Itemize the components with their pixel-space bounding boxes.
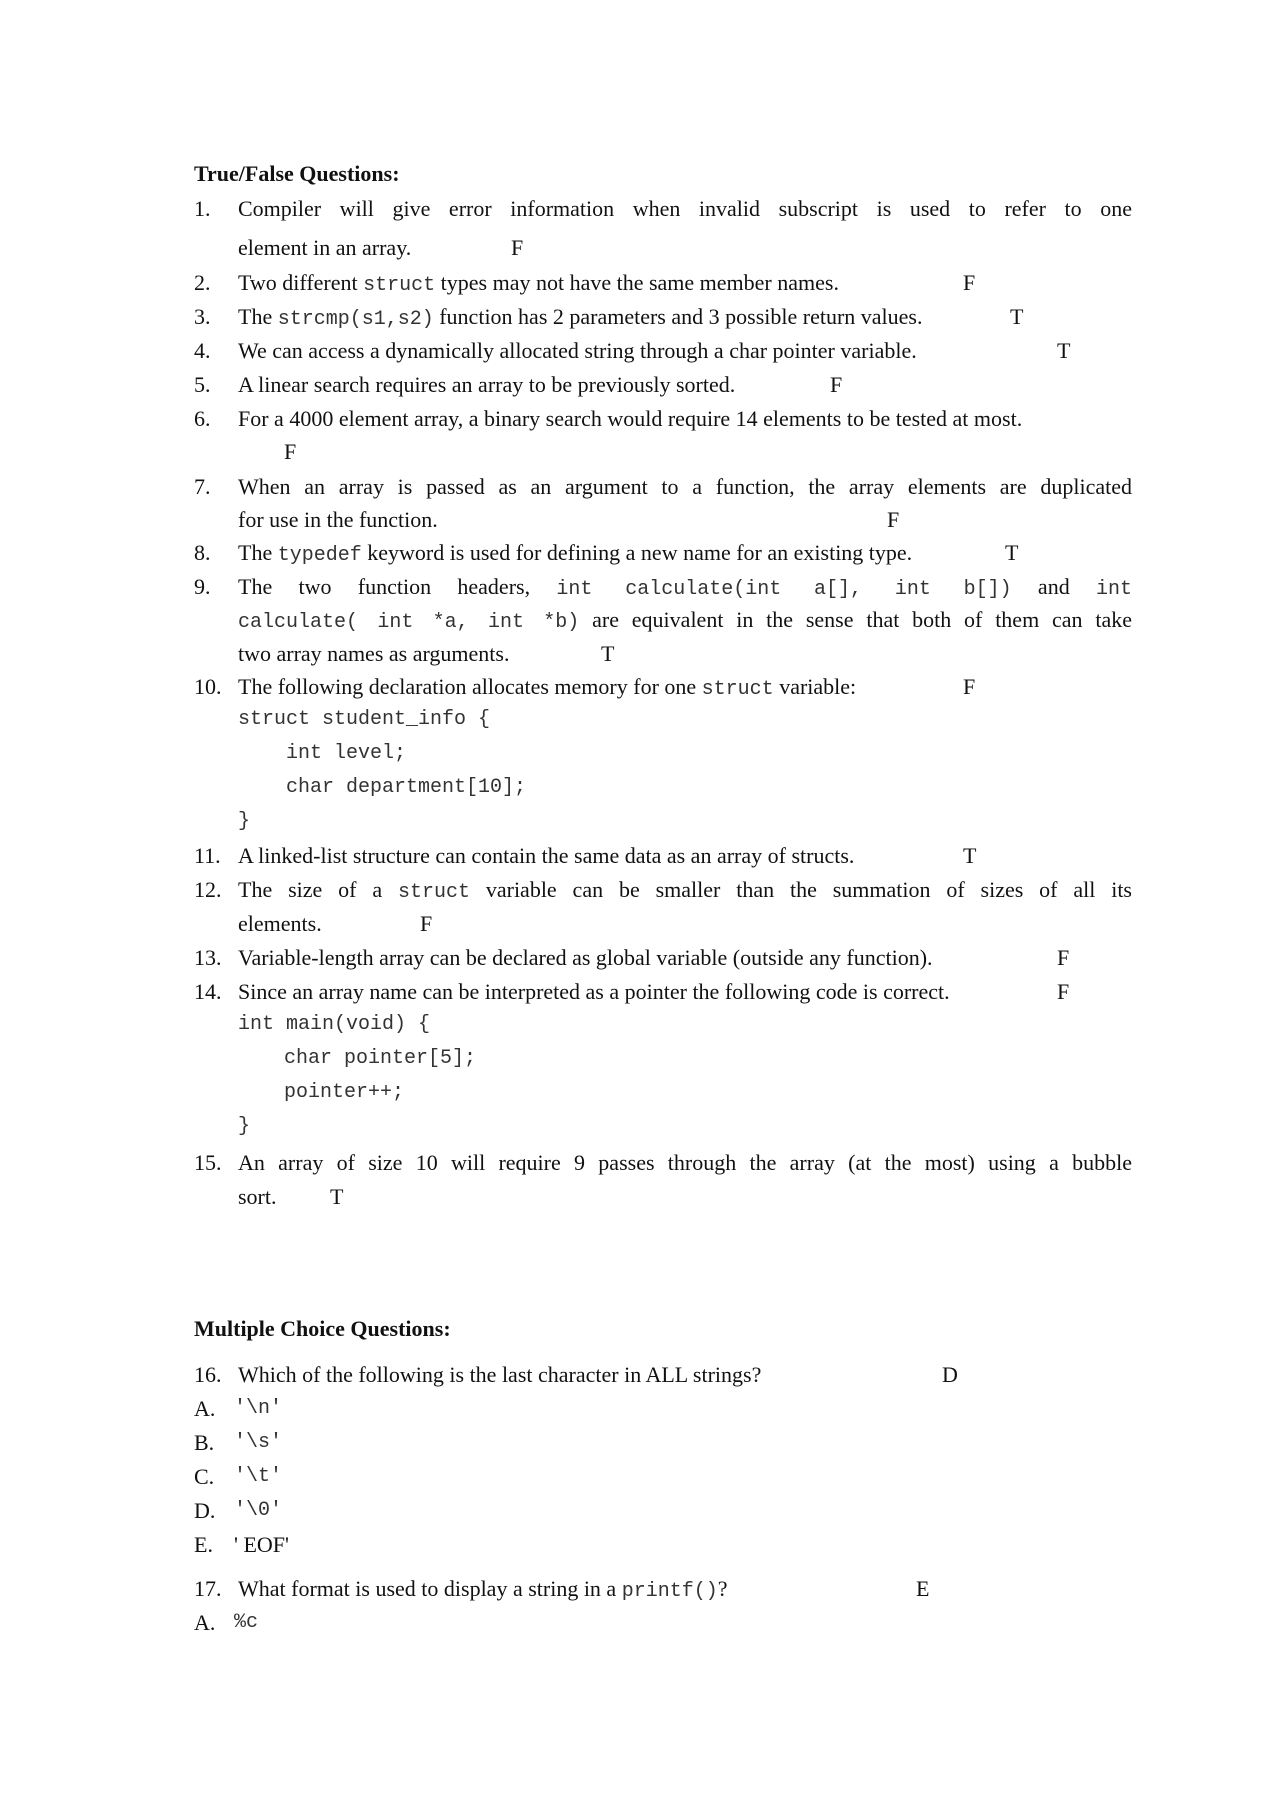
answer: F (1057, 979, 1070, 1004)
inline-code: int (1096, 578, 1133, 601)
answer: T (1010, 304, 1024, 329)
code-line: int main(void) { (238, 1013, 431, 1036)
question-number: 4. (194, 338, 211, 363)
question-text-continued: sort. (238, 1184, 277, 1209)
question-text: For a 4000 element array, a binary search would require 14 elements to be tested at most. (238, 406, 1023, 431)
answer: F (887, 507, 900, 532)
answer: F (830, 372, 843, 397)
question-text-continued: two array names as arguments. (238, 641, 510, 666)
answer: F (963, 674, 976, 699)
question-number: 10. (194, 674, 222, 699)
multiple-choice-heading: Multiple Choice Questions: (194, 1316, 451, 1341)
question-number: 1. (194, 196, 211, 221)
option-value: '\n' (234, 1397, 283, 1420)
question-number: 6. (194, 406, 211, 431)
question-text: We can access a dynamically allocated string through a char pointer variable. (238, 338, 917, 363)
question-text: The size of a struct variable can be smaller than the summation of sizes of all its (238, 877, 1132, 904)
question-text: Which of the following is the last character in ALL strings? (238, 1362, 762, 1387)
option-letter: C. (194, 1464, 215, 1489)
answer: F (420, 911, 433, 936)
question-number: 9. (194, 574, 211, 599)
question-text: An array of size 10 will require 9 passes through the array (at the most) using a bubble (238, 1150, 1132, 1175)
question-text: The two function headers, int calculate(int a[], int b[]) and int (238, 574, 1133, 601)
answer: T (1005, 540, 1019, 565)
question-text: A linked-list structure can contain the same data as an array of structs. (238, 843, 855, 868)
option-value: ' EOF' (234, 1532, 289, 1557)
question-text: Compiler will give error information when invalid subscript is used to refer to one (238, 196, 1132, 221)
answer: F (511, 235, 524, 260)
question-number: 7. (194, 474, 211, 499)
answer: D (942, 1362, 958, 1387)
question-text: What format is used to display a string in a printf()? (238, 1576, 728, 1603)
question-text: When an array is passed as an argument to a function, the array elements are duplicated (238, 474, 1132, 499)
inline-code: strcmp(s1,s2) (277, 308, 434, 331)
question-number: 13. (194, 945, 222, 970)
question-text-continued: element in an array. (238, 235, 412, 260)
option-letter: A. (194, 1610, 216, 1635)
inline-code: printf() (621, 1580, 718, 1603)
question-number: 5. (194, 372, 211, 397)
question-number: 17. (194, 1576, 222, 1601)
option-value: %c (234, 1611, 259, 1634)
question-text: Two different struct types may not have the same member names. (238, 270, 839, 297)
inline-code: struct (701, 678, 774, 701)
question-number: 12. (194, 877, 222, 902)
answer: T (1057, 338, 1071, 363)
question-number: 14. (194, 979, 222, 1004)
code-line: char department[10]; (286, 776, 527, 799)
question-text: The following declaration allocates memory for one struct variable: (238, 674, 857, 701)
question-number: 16. (194, 1362, 222, 1387)
answer: F (284, 439, 297, 464)
question-text: Since an array name can be interpreted as a pointer the following code is correct. (238, 979, 950, 1004)
question-text: The strcmp(s1,s2) function has 2 parameters and 3 possible return values. (238, 304, 923, 331)
inline-code: struct (363, 274, 436, 297)
code-line: } (238, 810, 251, 833)
option-value: '\s' (234, 1431, 283, 1454)
code-line: int level; (286, 742, 407, 765)
option-letter: B. (194, 1430, 215, 1455)
question-text-continued: elements. (238, 911, 322, 936)
question-text-continued: calculate( int *a, int *b) are equivalent in the sense that both of them can take (238, 607, 1132, 634)
inline-code: typedef (277, 544, 362, 567)
inline-code: struct (397, 881, 470, 904)
code-line: char pointer[5]; (284, 1047, 477, 1070)
question-text-continued: for use in the function. (238, 507, 438, 532)
question-text: The typedef keyword is used for defining a new name for an existing type. (238, 540, 913, 567)
code-line: } (238, 1115, 251, 1138)
question-text: Variable-length array can be declared as global variable (outside any function). (238, 945, 933, 970)
answer: F (963, 270, 976, 295)
answer: E (916, 1576, 930, 1601)
option-letter: E. (194, 1532, 213, 1557)
code-line: pointer++; (284, 1081, 405, 1104)
answer: T (601, 641, 615, 666)
question-number: 2. (194, 270, 211, 295)
option-value: '\0' (234, 1499, 283, 1522)
question-number: 11. (194, 843, 221, 868)
inline-code: int calculate(int a[], int b[]) (556, 578, 1012, 601)
option-letter: A. (194, 1396, 216, 1421)
option-letter: D. (194, 1498, 216, 1523)
question-text: A linear search requires an array to be previously sorted. (238, 372, 736, 397)
question-number: 8. (194, 540, 211, 565)
answer: F (1057, 945, 1070, 970)
option-value: '\t' (234, 1465, 283, 1488)
answer: T (330, 1184, 344, 1209)
question-number: 3. (194, 304, 211, 329)
true-false-heading: True/False Questions: (194, 161, 400, 186)
inline-code: calculate( int *a, int *b) (238, 611, 580, 634)
code-line: struct student_info { (238, 708, 491, 731)
question-number: 15. (194, 1150, 222, 1175)
answer: T (963, 843, 977, 868)
